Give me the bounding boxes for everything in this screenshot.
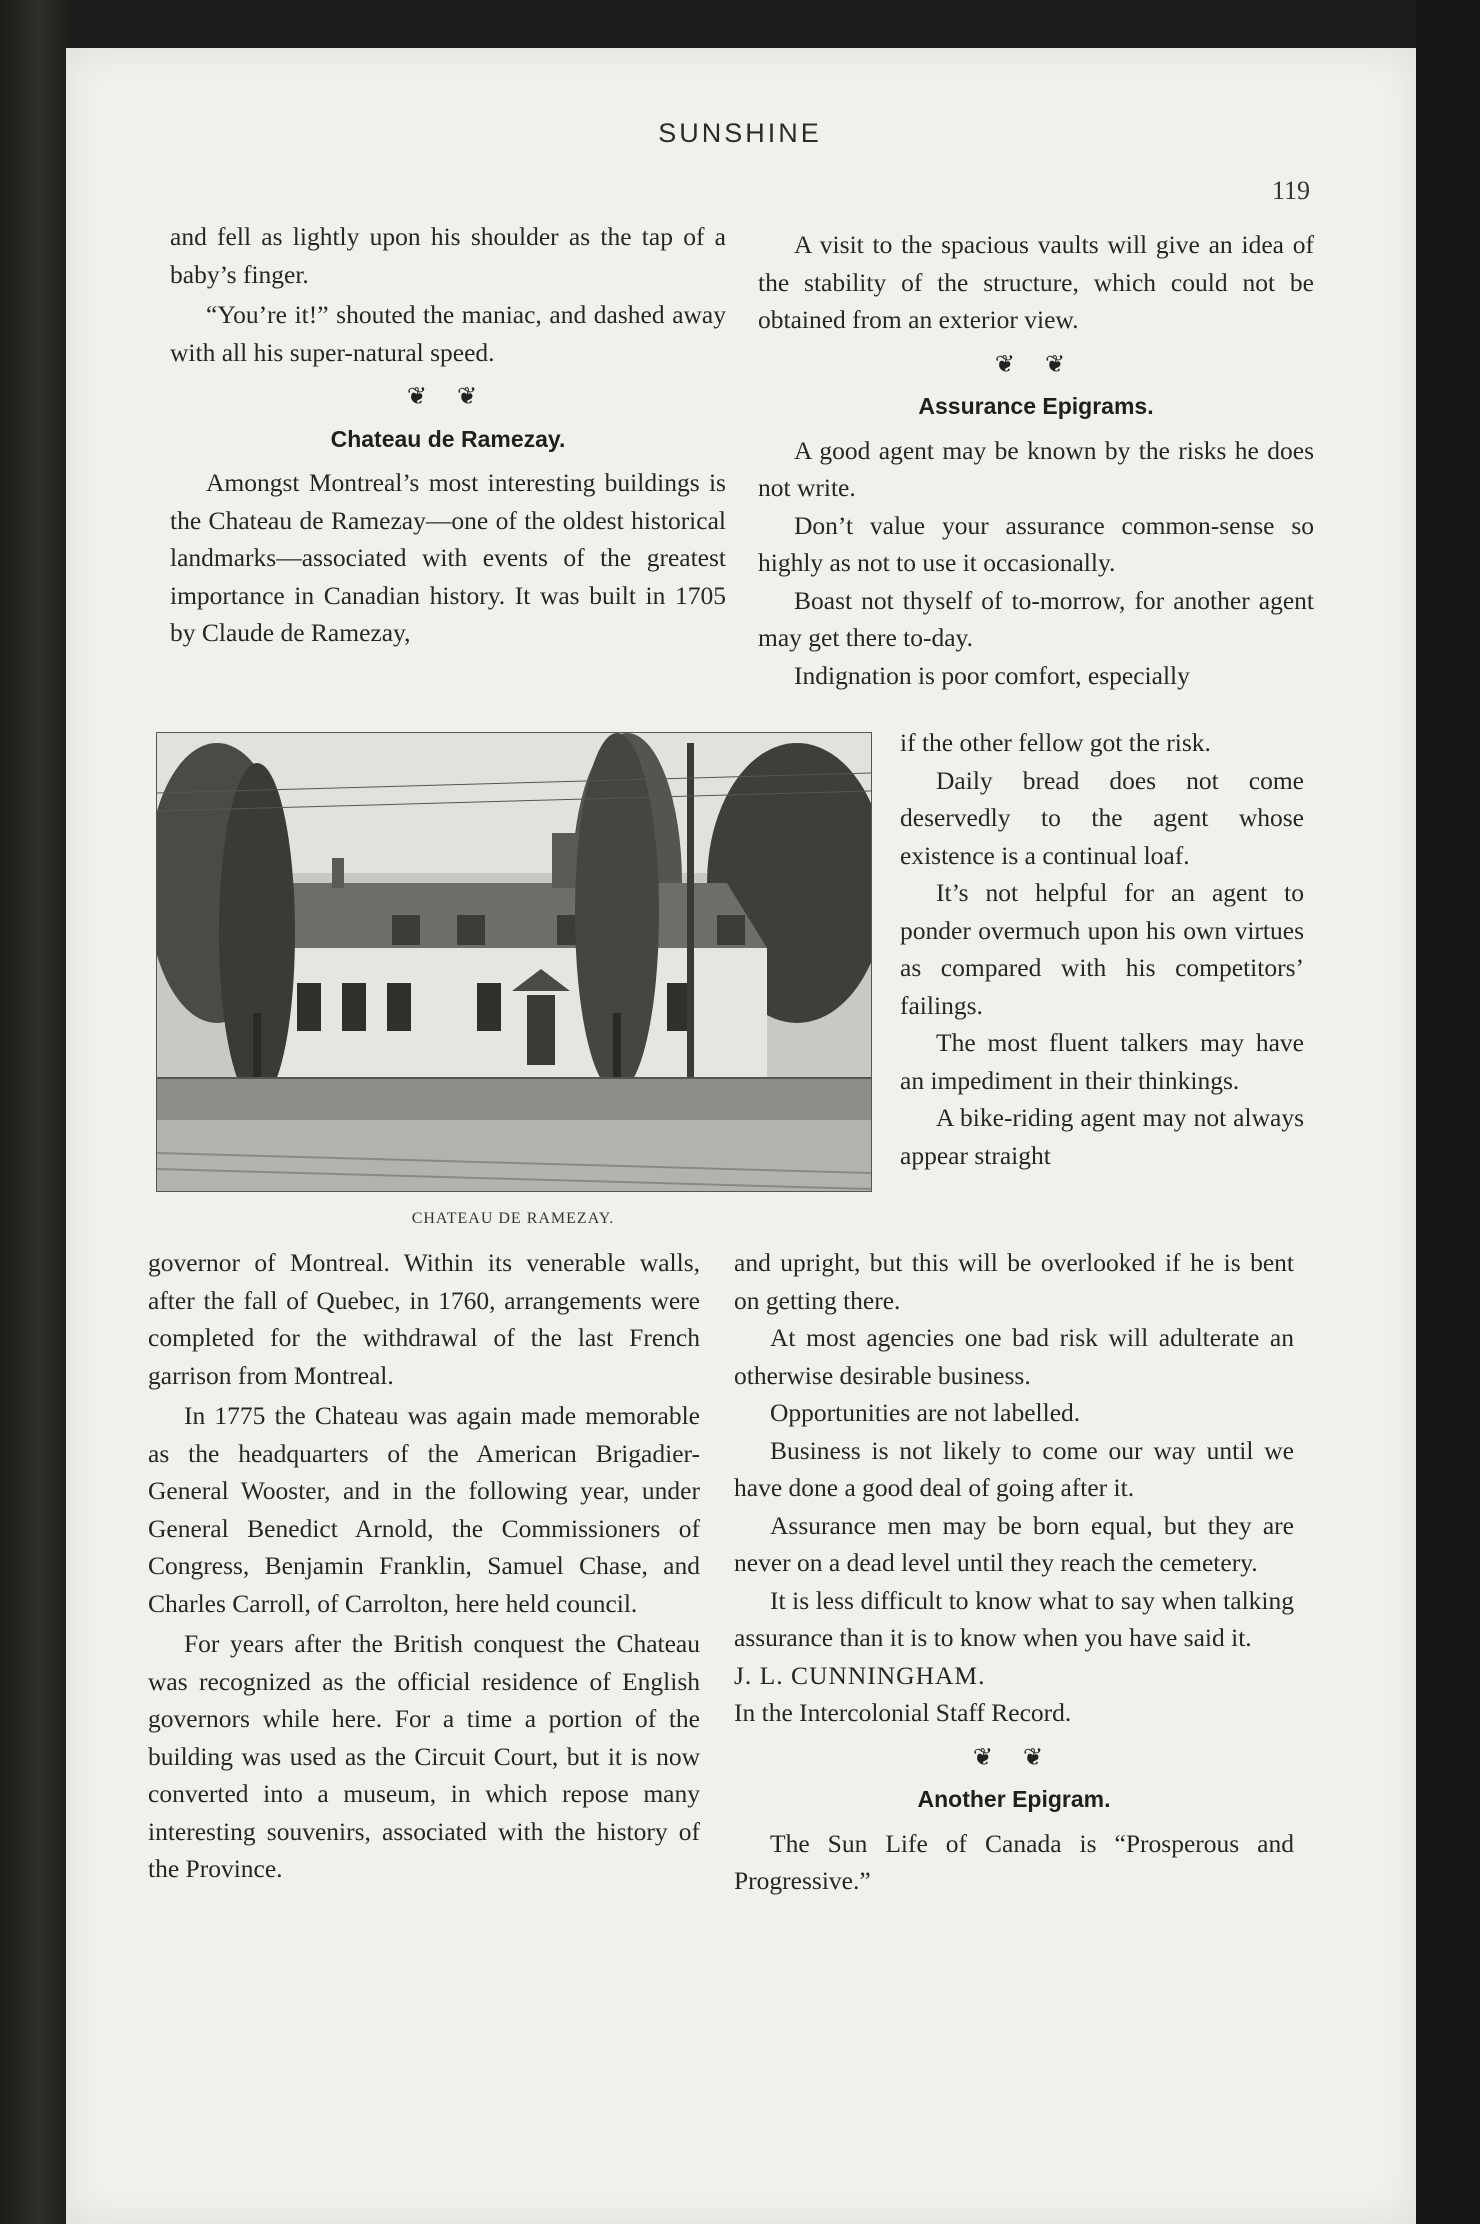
section-title-chateau: Chateau de Ramezay.	[330, 425, 566, 452]
epigram: Daily bread does not come deservedly to the agent whose existence is a continual loaf.	[900, 765, 1304, 870]
fleuron-ornament: ❦ ❦	[406, 384, 490, 410]
running-title: SUNSHINE	[658, 118, 822, 148]
right-column-bottom	[734, 1244, 1294, 1900]
epigram: Opportunities are not labelled.	[770, 1398, 1081, 1427]
epigram: Indignation is poor comfort, especially	[794, 660, 1190, 690]
section-title-epigrams: Assurance Epigrams.	[918, 393, 1154, 419]
epigram: Business is not likely to come our way until we have done a good deal of going after it.	[734, 1435, 1294, 1502]
fleuron-ornament: ❦ ❦	[972, 1744, 1056, 1771]
epigram: The most fluent talkers may have an impediment in their thinkings.	[900, 1028, 1304, 1095]
chateau-continued-1: governor of Montreal. Within its venerable walls, after the fall of Quebec, in 1760, arrangements were completed for the withdrawal of the last French garrison from Montreal.	[148, 1248, 700, 1390]
intro-paragraph-1: and fell as lightly upon his shoulder as the tap of a baby’s finger.	[170, 222, 726, 289]
epigram: Don’t value your assurance common-sense so highly as not to use it occasionally.	[758, 510, 1314, 577]
page-number: 119	[1272, 176, 1311, 205]
epigram: At most agencies one bad risk will adulterate an otherwise desirable business.	[734, 1323, 1294, 1390]
epigram: It is less difficult to know what to say when talking assurance than it is to know when you have said it.	[734, 1585, 1294, 1652]
fleuron-ornament: ❦ ❦	[994, 351, 1078, 378]
epigram: Boast not thyself of to-morrow, for another agent may get there to-day.	[758, 585, 1314, 652]
epigram: and upright, but this will be overlooked if he is bent on getting there.	[734, 1248, 1294, 1315]
vaults-paragraph: A visit to the spacious vaults will give an idea of the stability of the structure, which could not be obtained from an exterior view.	[758, 230, 1314, 334]
chateau-continued-2: In 1775 the Chateau was again made memorable as the headquarters of the American Brigadier-General Wooster, and in the following year, under General Benedict Arnold, the Commissioners of Congress, Benjamin Franklin, Samuel Chase, and Charles Carroll, of Carrolton, here held council.	[148, 1401, 700, 1618]
right-column-top	[758, 226, 1314, 694]
author-signature: J. L. CUNNINGHAM.	[734, 1660, 986, 1690]
epigram: It’s not helpful for an agent to ponder overmuch upon his own virtues as compared with his competitors’ failings.	[900, 878, 1304, 1020]
scan-right-edge	[1416, 0, 1480, 2224]
chateau-continued-3: For years after the British conquest the Chateau was recognized as the official residence of English governors while here. For a time a portion of the building was used as the Circuit Court, but it is now converted into a museum, in which repose many interesting souvenirs, associated with the history of the Province.	[148, 1629, 700, 1883]
left-column-bottom	[148, 1244, 700, 1888]
chateau-illustration	[157, 733, 871, 1191]
left-column-top	[170, 218, 726, 652]
section-title-another-epigram: Another Epigram.	[917, 1786, 1111, 1812]
intro-paragraph-2: “You’re it!” shouted the maniac, and dashed away with all his super-natural speed.	[170, 300, 726, 367]
figure-caption: CHATEAU DE RAMEZAY.	[411, 1210, 615, 1227]
source-credit: In the Intercolonial Staff Record.	[734, 1698, 1072, 1727]
epigram: Assurance men may be born equal, but they are never on a dead level until they reach the cemetery.	[734, 1510, 1294, 1577]
epigram: A bike-riding agent may not always appear straight	[900, 1103, 1304, 1170]
epigrams-beside-photo	[900, 724, 1304, 1174]
chateau-photograph	[156, 732, 872, 1192]
another-epigram-text: The Sun Life of Canada is “Prosperous and Progressive.”	[734, 1828, 1294, 1895]
chateau-lead-paragraph: Amongst Montreal’s most interesting buildings is the Chateau de Ramezay—one of the oldest historical landmarks—associated with events of the greatest importance in Canadian history. It was built in 1705 by Claude de Ramezay,	[170, 468, 726, 647]
epigram: A good agent may be known by the risks he does not write.	[758, 435, 1314, 502]
epigram: if the other fellow got the risk.	[900, 728, 1211, 757]
